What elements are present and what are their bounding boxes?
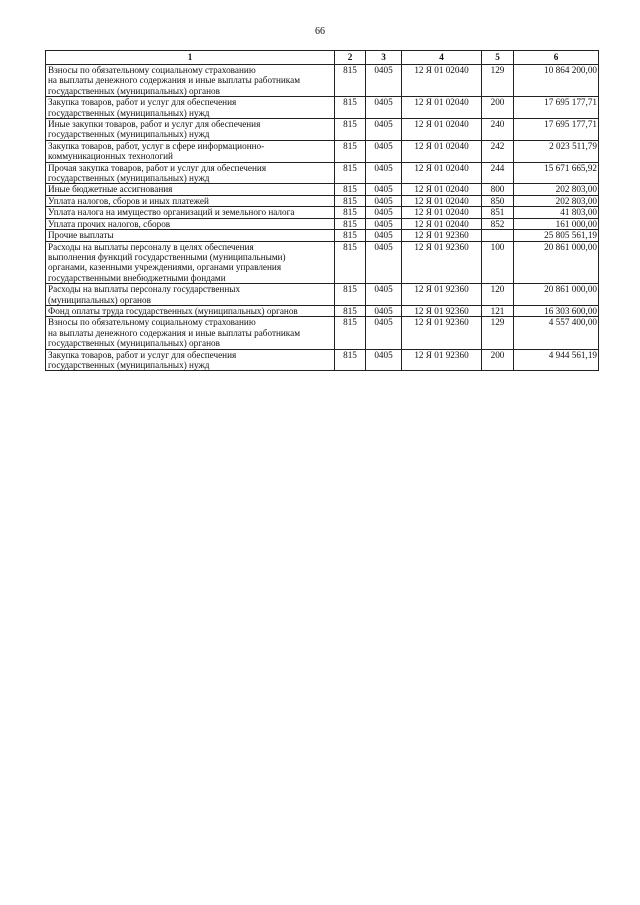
- cell-rz: 0405: [366, 184, 402, 195]
- cell-name: [46, 162, 335, 184]
- cell-sum: 17 695 177,71: [514, 119, 599, 141]
- cell-rz: 0405: [366, 230, 402, 241]
- cell-sum: 161 000,00: [514, 218, 599, 229]
- cell-rz: 0405: [366, 218, 402, 229]
- cell-grbs: 815: [335, 162, 366, 184]
- cell-name-line: Иные бюджетные ассигнования: [48, 184, 173, 195]
- cell-csr: 12 Я 01 92360: [402, 305, 482, 316]
- table-body: [46, 65, 599, 371]
- cell-name-line: коммуникационных технологий: [48, 151, 173, 162]
- page-number: 66: [315, 26, 325, 37]
- cell-name-line: Закупка товаров, работ и услуг для обеспечения: [48, 97, 237, 108]
- cell-rz: 0405: [366, 305, 402, 316]
- cell-name-line: выполнения функций государственными (муниципальными): [48, 251, 286, 262]
- cell-rz: 0405: [366, 195, 402, 206]
- cell-sum: 20 861 000,00: [514, 284, 599, 306]
- table-row: [46, 305, 599, 316]
- cell-grbs: 815: [335, 65, 366, 97]
- cell-csr: 12 Я 01 92360: [402, 284, 482, 306]
- cell-rz: 0405: [366, 119, 402, 141]
- cell-grbs: 815: [335, 305, 366, 316]
- cell-csr: 12 Я 01 02040: [402, 184, 482, 195]
- cell-csr: 12 Я 01 02040: [402, 162, 482, 184]
- cell-name-line: органами, казенными учреждениями, органами управления: [48, 262, 282, 273]
- cell-name-line: Уплата налогов, сборов и иных платежей: [48, 195, 209, 206]
- cell-vr: 100: [482, 241, 514, 284]
- cell-name-line: Расходы на выплаты персоналу в целях обеспечения: [48, 241, 254, 252]
- cell-name-line: Взносы по обязательному социальному страхованию: [48, 317, 256, 328]
- cell-name-line: государственных (муниципальных) органов: [48, 338, 220, 349]
- cell-vr: 120: [482, 284, 514, 306]
- cell-grbs: 815: [335, 97, 366, 119]
- cell-name: [46, 305, 335, 316]
- cell-rz: 0405: [366, 317, 402, 349]
- cell-name: [46, 241, 335, 284]
- table-row: [46, 349, 599, 371]
- cell-name-line: государственных (муниципальных) нужд: [48, 107, 210, 118]
- cell-rz: 0405: [366, 207, 402, 218]
- cell-csr: 12 Я 01 92360: [402, 317, 482, 349]
- cell-name: [46, 195, 335, 206]
- cell-vr: 242: [482, 140, 514, 162]
- cell-csr: 12 Я 01 02040: [402, 97, 482, 119]
- cell-grbs: 815: [335, 230, 366, 241]
- cell-rz: 0405: [366, 284, 402, 306]
- cell-name-line: Уплата прочих налогов, сборов: [48, 218, 171, 229]
- cell-sum: 202 803,00: [514, 195, 599, 206]
- cell-name-line: государственных (муниципальных) органов: [48, 85, 220, 96]
- cell-sum: 41 803,00: [514, 207, 599, 218]
- cell-vr: 129: [482, 65, 514, 97]
- cell-name: [46, 119, 335, 141]
- cell-name: [46, 207, 335, 218]
- cell-csr: 12 Я 01 92360: [402, 241, 482, 284]
- cell-vr: 240: [482, 119, 514, 141]
- header-col-1: 1: [46, 51, 335, 65]
- cell-name-line: Уплата налога на имущество организаций и земельного налога: [48, 207, 295, 218]
- cell-name: [46, 349, 335, 371]
- cell-name-line: Взносы по обязательному социальному страхованию: [48, 65, 256, 75]
- cell-csr: 12 Я 01 02040: [402, 207, 482, 218]
- cell-vr: 851: [482, 207, 514, 218]
- cell-name-line: Иные закупки товаров, работ и услуг для обеспечения: [48, 119, 261, 130]
- table-row: [46, 162, 599, 184]
- cell-grbs: 815: [335, 119, 366, 141]
- cell-vr: 200: [482, 349, 514, 371]
- cell-name-line: Прочая закупка товаров, работ и услуг для обеспечения: [48, 162, 267, 173]
- table-header-row: [46, 51, 599, 65]
- cell-sum: 2 023 511,79: [514, 140, 599, 162]
- cell-vr: 852: [482, 218, 514, 229]
- cell-name-line: Расходы на выплаты персоналу государственных: [48, 284, 241, 295]
- cell-name-line: государственными внебюджетными фондами: [48, 272, 226, 283]
- cell-sum: 202 803,00: [514, 184, 599, 195]
- header-col-4: 4: [402, 51, 482, 65]
- cell-name-line: Прочие выплаты: [48, 230, 114, 241]
- cell-name: [46, 317, 335, 349]
- table-row: [46, 195, 599, 206]
- cell-sum: 17 695 177,71: [514, 97, 599, 119]
- cell-name-line: государственных (муниципальных) нужд: [48, 129, 210, 140]
- cell-grbs: 815: [335, 241, 366, 284]
- table-row: [46, 97, 599, 119]
- cell-vr: 244: [482, 162, 514, 184]
- cell-rz: 0405: [366, 97, 402, 119]
- cell-grbs: 815: [335, 284, 366, 306]
- table-row: [46, 218, 599, 229]
- cell-grbs: 815: [335, 218, 366, 229]
- cell-vr: 121: [482, 305, 514, 316]
- header-col-5: 5: [482, 51, 514, 65]
- cell-sum: 16 303 600,00: [514, 305, 599, 316]
- cell-name-line: Закупка товаров, работ и услуг для обеспечения: [48, 349, 237, 360]
- cell-grbs: 815: [335, 207, 366, 218]
- cell-csr: 12 Я 01 02040: [402, 119, 482, 141]
- cell-name: [46, 97, 335, 119]
- cell-sum: 15 671 665,92: [514, 162, 599, 184]
- budget-table: [45, 50, 599, 371]
- cell-sum: 4 944 561,19: [514, 349, 599, 371]
- cell-rz: 0405: [366, 140, 402, 162]
- cell-name: [46, 140, 335, 162]
- cell-name-line: Закупка товаров, работ, услуг в сфере информационно-: [48, 140, 265, 151]
- cell-rz: 0405: [366, 241, 402, 284]
- header-col-6: 6: [514, 51, 599, 65]
- cell-grbs: 815: [335, 184, 366, 195]
- table-row: [46, 241, 599, 284]
- cell-name-line: на выплаты денежного содержания и иные выплаты работникам: [48, 75, 301, 86]
- cell-grbs: 815: [335, 317, 366, 349]
- cell-name: [46, 230, 335, 241]
- cell-name: [46, 65, 335, 97]
- cell-csr: 12 Я 01 02040: [402, 195, 482, 206]
- cell-vr: [482, 230, 514, 241]
- cell-grbs: 815: [335, 195, 366, 206]
- table-row: [46, 65, 599, 97]
- cell-name-line: на выплаты денежного содержания и иные выплаты работникам: [48, 327, 301, 338]
- header-col-2: 2: [335, 51, 366, 65]
- cell-vr: 129: [482, 317, 514, 349]
- cell-vr: 200: [482, 97, 514, 119]
- table-row: [46, 207, 599, 218]
- cell-rz: 0405: [366, 162, 402, 184]
- cell-name: [46, 218, 335, 229]
- cell-csr: 12 Я 01 02040: [402, 140, 482, 162]
- table-row: [46, 184, 599, 195]
- cell-csr: 12 Я 01 92360: [402, 230, 482, 241]
- cell-rz: 0405: [366, 65, 402, 97]
- cell-sum: 10 864 200,00: [514, 65, 599, 97]
- cell-name-line: государственных (муниципальных) нужд: [48, 173, 210, 184]
- header-col-3: 3: [366, 51, 402, 65]
- table-row: [46, 284, 599, 306]
- cell-csr: 12 Я 01 02040: [402, 65, 482, 97]
- cell-sum: 25 805 561,19: [514, 230, 599, 241]
- cell-vr: 800: [482, 184, 514, 195]
- table-row: [46, 230, 599, 241]
- cell-rz: 0405: [366, 349, 402, 371]
- table-row: [46, 119, 599, 141]
- cell-name-line: государственных (муниципальных) нужд: [48, 359, 210, 370]
- cell-sum: 4 557 400,00: [514, 317, 599, 349]
- table-row: [46, 317, 599, 349]
- cell-sum: 20 861 000,00: [514, 241, 599, 284]
- cell-csr: 12 Я 01 92360: [402, 349, 482, 371]
- cell-name-line: Фонд оплаты труда государственных (муниципальных) органов: [48, 305, 298, 316]
- cell-csr: 12 Я 01 02040: [402, 218, 482, 229]
- cell-name: [46, 284, 335, 306]
- cell-name: [46, 184, 335, 195]
- table-row: [46, 140, 599, 162]
- cell-vr: 850: [482, 195, 514, 206]
- cell-grbs: 815: [335, 140, 366, 162]
- cell-grbs: 815: [335, 349, 366, 371]
- cell-name-line: (муниципальных) органов: [48, 294, 151, 305]
